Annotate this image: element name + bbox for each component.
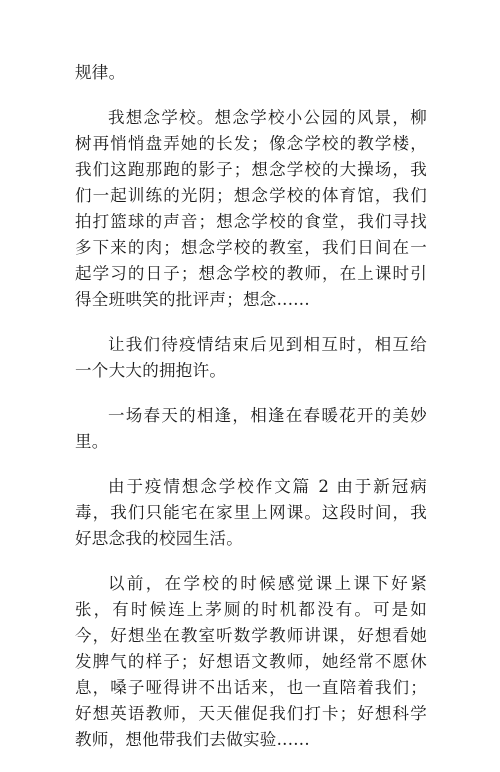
essay-body [75,60,427,772]
paragraph-6: 以前，在学校的时候感觉课上课下好紧张，有时候连上茅厕的时机都没有。可是如今，好想坐在教室听数学教师讲课，好想看她发脾气的样子；好想语文教师，她经常不愿休息，嗓子哑得讲不出话来，也一直陪着我们；好想英语教师，天天催促我们打卡；好想科学教师，想他带我们去做实验...... [75,574,427,749]
paragraph-2: 我想念学校。想念学校小公园的风景，柳树再悄悄盘弄她的长发；像念学校的教学楼，我们这跑那跑的影子；想念学校的大操场，我们一起训练的光阴；想念学校的体育馆，我们拍打篮球的声音；想念学校的食堂，我们寻找多下来的肉；想念学校的教室，我们日间在一起学习的日子；想念学校的教师，在上课时引得全班哄笑的批评声；想念...... [75,108,427,309]
paragraph-3: 让我们待疫情结束后见到相互时，相互给一个大大的拥抱许。 [75,335,427,380]
paragraph-1: 规律。 [75,63,126,82]
paragraph-4: 一场春天的相逢，相逢在春暖花开的美妙里。 [75,406,427,451]
paragraph-5: 由于疫情想念学校作文篇 2 由于新冠病毒，我们只能宅在家里上网课。这段时间，我好思念我的校园生活。 [75,477,427,548]
